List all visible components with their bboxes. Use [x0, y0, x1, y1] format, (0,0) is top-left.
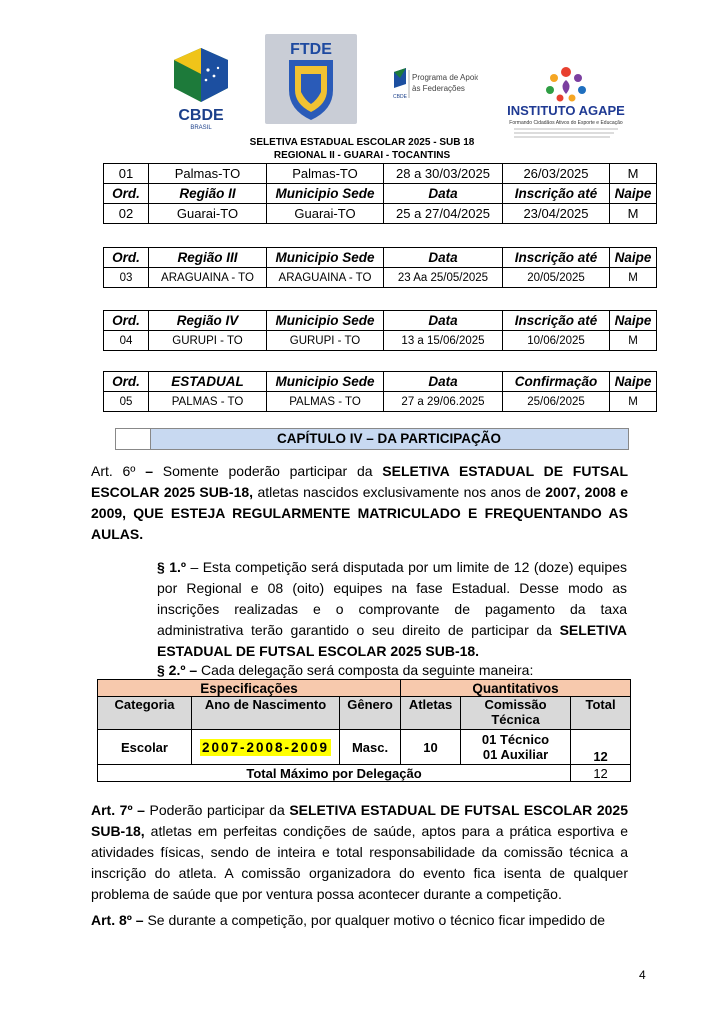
instituto-agape-logo — [504, 50, 628, 140]
art7-text1: Poderão participar da — [149, 802, 285, 818]
table-cell: 25 a 27/04/2025 — [384, 204, 503, 224]
genero-cell: Masc. — [340, 730, 401, 765]
table-cell: 26/03/2025 — [503, 164, 610, 184]
art6-dash: – — [145, 463, 153, 479]
art8-text: Se durante a competição, por qualquer motivo o técnico ficar impedido de — [147, 912, 606, 928]
column-header: Ord. — [104, 184, 149, 204]
table-row — [104, 268, 657, 288]
column-header: Inscrição até — [503, 248, 610, 268]
column-header: Atletas — [401, 697, 461, 730]
group-header-quant: Quantitativos — [401, 680, 631, 697]
column-header: Naipe — [610, 311, 657, 331]
paragraph-1 — [157, 557, 627, 662]
column-header: Inscrição até — [503, 311, 610, 331]
par1-text: – Esta competição será disputada por um limite de 12 (doze) equipes por Regional e 08 (oito) equipes na fase Estadual. Desse modo as inscrições realizadas e o comprovante de pagamento da taxa administrativa terão garantido o seu direito de participar da — [157, 559, 627, 638]
art6-text2: atletas nascidos exclusivamente nos anos de — [257, 484, 541, 500]
par2-label: § 2.º – — [157, 662, 198, 678]
table-cell: 03 — [104, 268, 149, 288]
table-cell: 27 a 29/06.2025 — [384, 392, 503, 412]
column-header: Naipe — [610, 372, 657, 392]
table-cell: 23/04/2025 — [503, 204, 610, 224]
art7-prefix: Art. 7º – — [91, 802, 145, 818]
cbde-logo-sub: BRASIL — [190, 125, 212, 131]
art6-bold2: 2007, 2008 e 2009, QUE ESTEJA REGULARMENTE MATRICULADO E FREQUENTANDO AS AULAS. — [91, 484, 629, 542]
column-header: Região III — [149, 248, 267, 268]
column-header: Data — [384, 372, 503, 392]
table-cell: PALMAS - TO — [267, 392, 384, 412]
table-cell: Guarai-TO — [149, 204, 267, 224]
table-cell: 25/06/2025 — [503, 392, 610, 412]
table-cell: 04 — [104, 331, 149, 351]
article-8 — [91, 910, 628, 931]
column-header: Naipe — [610, 248, 657, 268]
table-row — [98, 730, 631, 765]
comissao-cell — [461, 730, 571, 765]
table-header-row — [104, 372, 657, 392]
art6-bold1: SELETIVA ESTADUAL DE FUTSAL ESCOLAR 2025 SUB-18, — [91, 463, 629, 500]
table-header-row — [104, 248, 657, 268]
programa-apoio-logo — [392, 68, 478, 102]
table-cell: 01 — [104, 164, 149, 184]
header-line2: REGIONAL II - GUARAI - TOCANTINS — [273, 150, 451, 161]
agape-logo-text: INSTITUTO AGAPE — [507, 103, 625, 118]
table-cell: 28 a 30/03/2025 — [384, 164, 503, 184]
par1-label: § 1.º — [157, 559, 187, 575]
art7-bold1: SELETIVA ESTADUAL DE FUTSAL ESCOLAR 2025 SUB-18, — [91, 802, 629, 839]
article-7 — [91, 800, 628, 905]
table-row — [98, 765, 631, 782]
cbde-logo-text: CBDE — [178, 107, 224, 124]
column-header: Municipio Sede — [267, 184, 384, 204]
ano-highlight: 2007-2008-2009 — [201, 739, 330, 755]
total-label-cell: Total Máximo por Delegação — [98, 765, 571, 782]
column-header: Confirmação — [503, 372, 610, 392]
regional-table-2 — [103, 247, 657, 288]
par1-bold: SELETIVA ESTADUAL DE FUTSAL ESCOLAR 2025 SUB-18. — [157, 622, 628, 659]
par2-text: Cada delegação será composta da seguinte maneira: — [201, 662, 534, 678]
column-header: Inscrição até — [503, 184, 610, 204]
art7-text2: atletas em perfeitas condições de saúde, aptos para a prática esportiva e atividades físicas, sendo de inteira e total responsabilidade da comissão técnica a inscrição do atleta. A comissão organizadora do evento fica isenta de qualquer problema de saúde que por ventura possa acontecer durante a competição. — [91, 823, 628, 902]
column-header: Municipio Sede — [267, 311, 384, 331]
agape-tagline: Formando Cidadãos Ativos do Esporte e Educação — [509, 120, 623, 126]
art8-prefix: Art. 8º – — [91, 912, 144, 928]
table-cell: 10/06/2025 — [503, 331, 610, 351]
column-header: Municipio Sede — [267, 372, 384, 392]
table-cell: GURUPI - TO — [149, 331, 267, 351]
column-header: Região IV — [149, 311, 267, 331]
column-header: Data — [384, 184, 503, 204]
table-cell: 20/05/2025 — [503, 268, 610, 288]
programa-line1: Programa de Apoio — [412, 73, 478, 82]
column-header: Data — [384, 311, 503, 331]
ftde-logo — [265, 34, 357, 124]
cbde-logo — [168, 46, 234, 132]
table-header-row — [98, 697, 631, 730]
total-value-cell: 12 — [571, 765, 631, 782]
column-header: Municipio Sede — [267, 248, 384, 268]
page-number: 4 — [639, 968, 646, 982]
column-header: Naipe — [610, 184, 657, 204]
table-cell: M — [610, 392, 657, 412]
header-line1: SELETIVA ESTADUAL ESCOLAR 2025 - SUB 18 — [249, 137, 475, 148]
delegation-spec-table — [97, 679, 631, 782]
table-cell: Palmas-TO — [267, 164, 384, 184]
ano-cell — [192, 730, 340, 765]
table-group-header-row — [98, 680, 631, 697]
atletas-cell: 10 — [401, 730, 461, 765]
table-row — [104, 164, 657, 184]
categoria-cell: Escolar — [98, 730, 192, 765]
programa-mini-text: CBDE — [393, 94, 407, 100]
table-cell: 13 a 15/06/2025 — [384, 331, 503, 351]
table-cell: PALMAS - TO — [149, 392, 267, 412]
estadual-table — [103, 371, 657, 412]
table-header-row — [104, 184, 657, 204]
table-row — [104, 204, 657, 224]
total-cell: 12 — [571, 730, 631, 765]
chapter-title: CAPÍTULO IV – DA PARTICIPAÇÃO — [276, 431, 501, 446]
table-cell: ARAGUAINA - TO — [149, 268, 267, 288]
table-cell: ARAGUAINA - TO — [267, 268, 384, 288]
programa-line2: às Federações — [412, 84, 465, 93]
table-cell: Palmas-TO — [149, 164, 267, 184]
column-header: ESTADUAL — [149, 372, 267, 392]
column-header: Data — [384, 248, 503, 268]
column-header: Ord. — [104, 311, 149, 331]
art6-prefix: Art. 6º — [91, 463, 136, 479]
table-cell: Guarai-TO — [267, 204, 384, 224]
art6-text1: Somente poderão participar da — [162, 463, 373, 479]
column-header: Ord. — [104, 248, 149, 268]
table-row — [104, 331, 657, 351]
table-cell: 05 — [104, 392, 149, 412]
table-cell: GURUPI - TO — [267, 331, 384, 351]
column-header: Categoria — [98, 697, 192, 730]
paragraph-2 — [157, 660, 627, 681]
comissao-line1: 01 Técnico — [481, 732, 550, 747]
regional-table-3 — [103, 310, 657, 351]
column-header: Gênero — [340, 697, 401, 730]
article-6 — [91, 461, 628, 545]
ftde-logo-text: FTDE — [290, 41, 332, 58]
chapter-heading — [115, 428, 629, 450]
table-cell: M — [610, 268, 657, 288]
document-header — [0, 136, 724, 162]
column-header: Ord. — [104, 372, 149, 392]
column-header: Total — [571, 697, 631, 730]
table-cell: M — [610, 204, 657, 224]
column-header: Região II — [149, 184, 267, 204]
comissao-line2: 01 Auxiliar — [482, 747, 549, 762]
table-row — [104, 392, 657, 412]
table-cell: M — [610, 164, 657, 184]
group-header-specs: Especificações — [98, 680, 401, 697]
column-header: Ano de Nascimento — [192, 697, 340, 730]
regional-table-1 — [103, 163, 657, 224]
table-cell: M — [610, 331, 657, 351]
column-header: Comissão Técnica — [461, 697, 571, 730]
table-header-row — [104, 311, 657, 331]
table-cell: 02 — [104, 204, 149, 224]
table-cell: 23 Aa 25/05/2025 — [384, 268, 503, 288]
